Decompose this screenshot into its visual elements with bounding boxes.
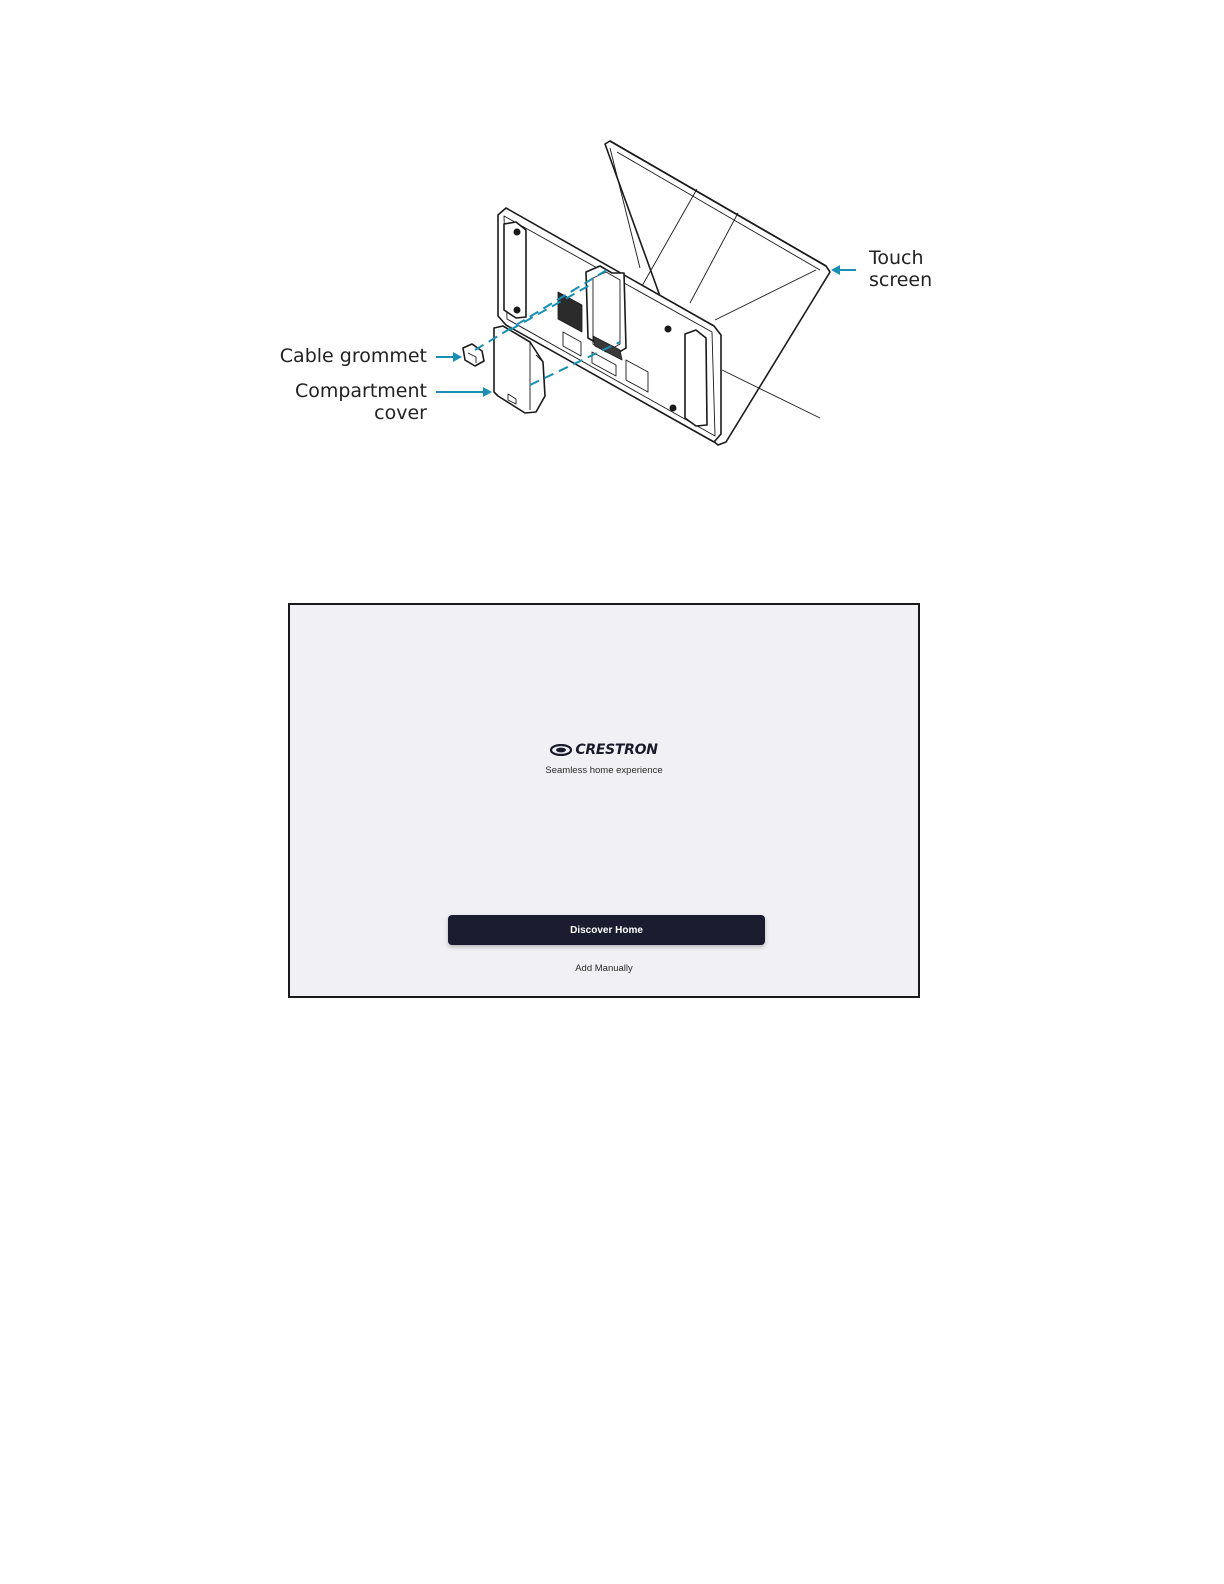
brand-logo <box>550 742 657 758</box>
brand-name: CRESTRON <box>575 742 658 758</box>
touch-screen-label: Touch screen <box>869 247 933 291</box>
discover-home-button[interactable]: Discover Home <box>448 915 765 945</box>
installation-diagram <box>260 120 960 460</box>
brand-block <box>290 741 918 776</box>
brand-tagline: Seamless home experience <box>545 765 663 776</box>
touch-screen-ui <box>288 603 920 998</box>
crestron-swirl-icon <box>550 744 572 756</box>
compartment-cover-label: Compartment cover <box>294 380 427 424</box>
add-manually-link[interactable]: Add Manually <box>575 963 633 974</box>
cable-grommet-label: Cable grommet <box>279 345 427 367</box>
